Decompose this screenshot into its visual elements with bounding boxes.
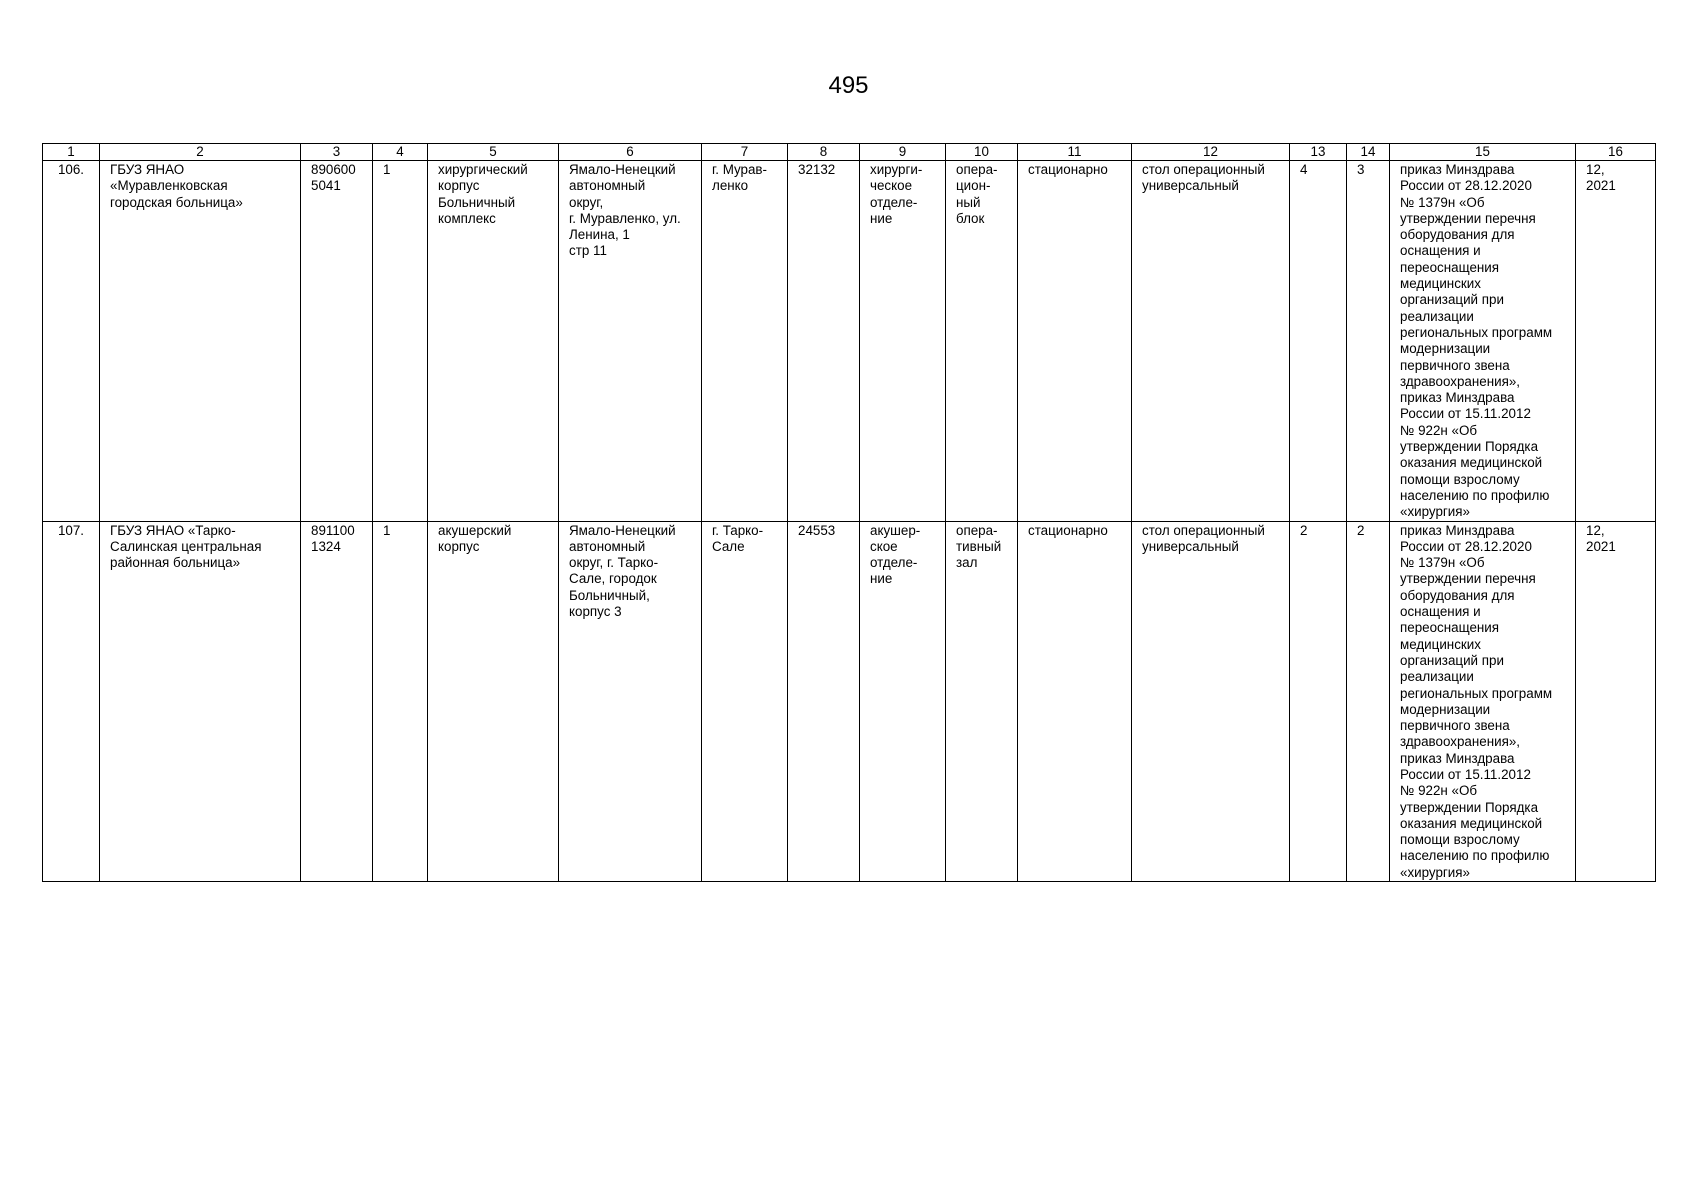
column-number: 16 <box>1576 144 1656 161</box>
row-number: 107. <box>43 521 100 882</box>
address: Ямало-Ненецкий автономный округ, г. Муравленко, ул. Ленина, 1 стр 11 <box>559 161 702 522</box>
department: хирурги- ческое отделе- ние <box>860 161 946 522</box>
column-number-row <box>43 144 1656 161</box>
col-16-value: 12, 2021 <box>1576 161 1656 522</box>
column-number: 3 <box>301 144 373 161</box>
column-number: 4 <box>373 144 428 161</box>
column-number: 5 <box>428 144 559 161</box>
unit: опера- цион- ный блок <box>946 161 1018 522</box>
column-number: 7 <box>702 144 788 161</box>
col-13-value: 4 <box>1290 161 1347 522</box>
department: акушер- ское отделе- ние <box>860 521 946 882</box>
equipment-table <box>42 143 1656 882</box>
care-type: стационарно <box>1018 521 1132 882</box>
column-number: 13 <box>1290 144 1347 161</box>
column-number: 2 <box>100 144 301 161</box>
col-8-value: 24553 <box>788 521 860 882</box>
column-number: 12 <box>1132 144 1290 161</box>
column-number: 6 <box>559 144 702 161</box>
column-number: 14 <box>1347 144 1390 161</box>
col-4-value: 1 <box>373 161 428 522</box>
col-14-value: 2 <box>1347 521 1390 882</box>
organization-name: ГБУЗ ЯНАО «Муравленковская городская больница» <box>100 161 301 522</box>
column-number: 1 <box>43 144 100 161</box>
legal-basis: приказ Минздрава России от 28.12.2020 № 1379н «Об утверждении перечня оборудования для оснащения и переоснащения медицинских организаций при реализации региональных программ модернизации первичного звена здравоохранения», приказ Минздрава России от 15.11.2012 № 922н «Об утверждении Порядка оказания медицинской помощи взрослому населению по профилю «хирургия» <box>1390 521 1576 882</box>
unit: опера- тивный зал <box>946 521 1018 882</box>
column-number: 15 <box>1390 144 1576 161</box>
inn-code: 891100 1324 <box>301 521 373 882</box>
building: хирургический корпус Больничный комплекс <box>428 161 559 522</box>
organization-name: ГБУЗ ЯНАО «Тарко- Салинская центральная районная больница» <box>100 521 301 882</box>
inn-code: 890600 5041 <box>301 161 373 522</box>
row-number: 106. <box>43 161 100 522</box>
column-number: 8 <box>788 144 860 161</box>
building: акушерский корпус <box>428 521 559 882</box>
col-4-value: 1 <box>373 521 428 882</box>
column-number: 11 <box>1018 144 1132 161</box>
equipment-name: стол операционный универсальный <box>1132 161 1290 522</box>
column-number: 9 <box>860 144 946 161</box>
table-row <box>43 521 1656 882</box>
city: г. Мурав- ленко <box>702 161 788 522</box>
col-8-value: 32132 <box>788 161 860 522</box>
care-type: стационарно <box>1018 161 1132 522</box>
table-row <box>43 161 1656 522</box>
address: Ямало-Ненецкий автономный округ, г. Тарко- Сале, городок Больничный, корпус 3 <box>559 521 702 882</box>
col-13-value: 2 <box>1290 521 1347 882</box>
col-16-value: 12, 2021 <box>1576 521 1656 882</box>
legal-basis: приказ Минздрава России от 28.12.2020 № 1379н «Об утверждении перечня оборудования для оснащения и переоснащения медицинских организаций при реализации региональных программ модернизации первичного звена здравоохранения», приказ Минздрава России от 15.11.2012 № 922н «Об утверждении Порядка оказания медицинской помощи взрослому населению по профилю «хирургия» <box>1390 161 1576 522</box>
page-number: 495 <box>828 72 869 99</box>
column-number: 10 <box>946 144 1018 161</box>
city: г. Тарко- Сале <box>702 521 788 882</box>
equipment-name: стол операционный универсальный <box>1132 521 1290 882</box>
col-14-value: 3 <box>1347 161 1390 522</box>
